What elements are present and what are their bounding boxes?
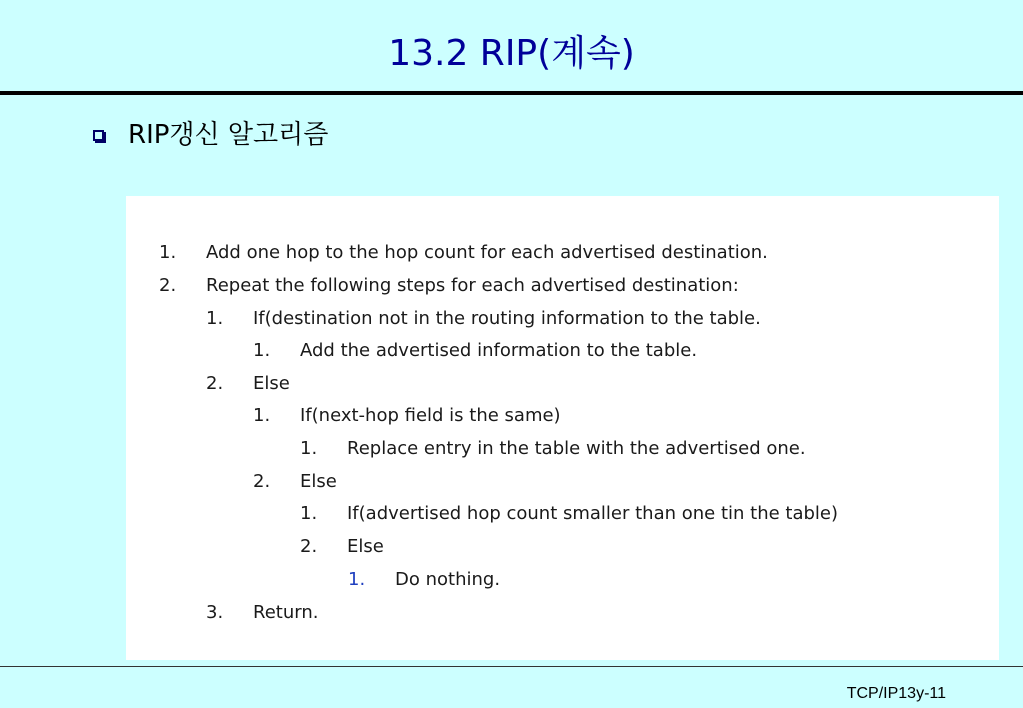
step-text: If(destination not in the routing information to the table. (253, 308, 761, 329)
step-number: 2. (206, 373, 224, 394)
title-divider (0, 91, 1023, 95)
bullet-text: RIP갱신 알고리즘 (128, 120, 329, 150)
step-number: 3. (206, 602, 224, 623)
step-text: Else (253, 373, 290, 394)
step-text: If(advertised hop count smaller than one tin the table) (347, 503, 839, 524)
slide-title: 13.2 RIP(계속) (388, 33, 635, 74)
step-number: 1. (253, 340, 271, 361)
footer-divider (0, 666, 1023, 667)
step-number: 1. (159, 242, 177, 263)
step-number: 2. (253, 471, 271, 492)
algorithm-box (126, 196, 999, 660)
step-number: 1. (300, 438, 318, 459)
square-bullet-icon (93, 130, 104, 141)
step-number: 1. (206, 308, 224, 329)
step-text: Return. (253, 602, 319, 623)
step-text: If(next-hop field is the same) (300, 405, 561, 426)
step-number: 1. (300, 503, 318, 524)
slide-footer-label: TCP/IP13y-11 (846, 685, 946, 702)
step-text: Add the advertised information to the table. (300, 340, 698, 361)
step-number: 1. (253, 405, 271, 426)
step-number: 2. (300, 536, 318, 557)
step-text: Else (300, 471, 337, 492)
step-number: 1. (348, 569, 366, 590)
step-text: Else (347, 536, 384, 557)
step-text: Repeat the following steps for each advertised destination: (206, 275, 739, 296)
step-text: Replace entry in the table with the advertised one. (347, 438, 806, 459)
bullet-item (93, 120, 328, 150)
step-number: 2. (159, 275, 177, 296)
step-text: Add one hop to the hop count for each advertised destination. (206, 242, 768, 263)
step-text: Do nothing. (395, 569, 501, 590)
